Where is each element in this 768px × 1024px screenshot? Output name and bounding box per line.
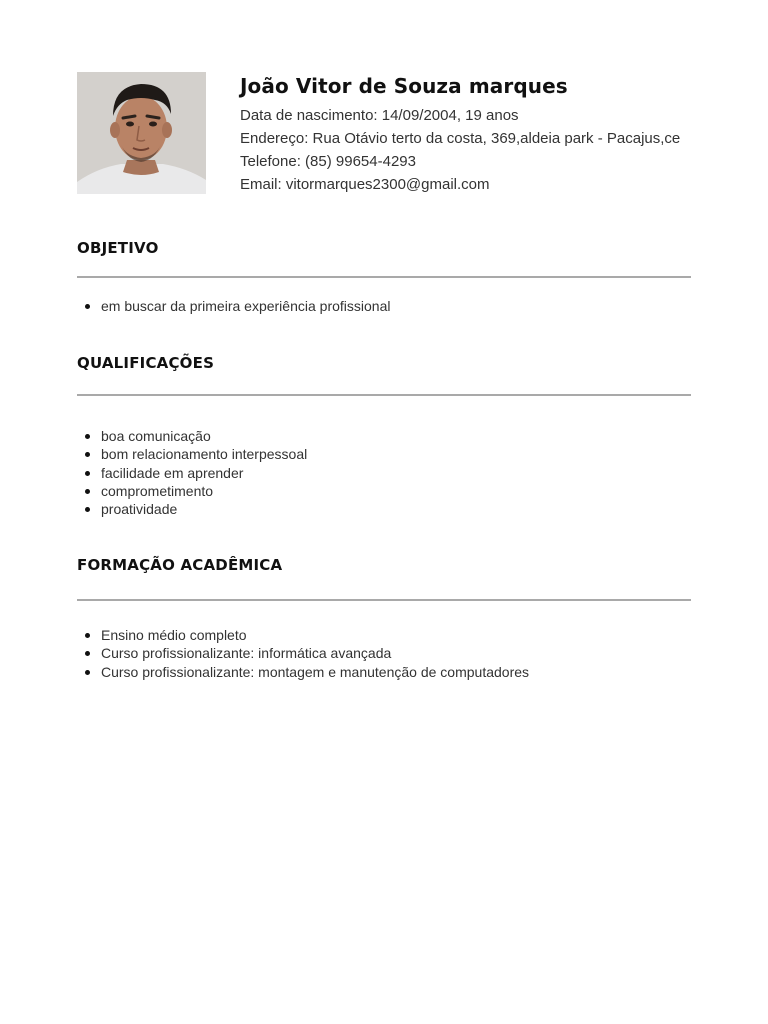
personal-info [240, 72, 740, 196]
list-item: Ensino médio completo [101, 626, 529, 644]
list-item: em buscar da primeira experiência profissional [101, 298, 391, 314]
profile-photo [77, 72, 206, 194]
list-item: Curso profissionalizante: montagem e manutenção de computadores [101, 663, 530, 680]
divider-education [77, 599, 691, 601]
education-list [77, 626, 529, 681]
section-title-education: FORMAÇÃO ACADÊMICA [77, 556, 283, 574]
qualifications-list [77, 427, 307, 518]
objective-list [77, 297, 390, 315]
list-item: comprometimento [101, 482, 307, 500]
list-item: facilidade em aprender [101, 464, 307, 482]
email: Email: vitormarques2300@gmail.com [240, 176, 490, 193]
list-item: boa comunicação [101, 427, 307, 445]
list-item: Curso profissionalizante: informática avançada [101, 644, 529, 662]
phone: Telefone: (85) 99654-4293 [240, 153, 416, 170]
divider-qualifications [77, 394, 691, 396]
birth-date: Data de nascimento: 14/09/2004, 19 anos [240, 107, 519, 124]
list-item: proatividade [101, 500, 307, 518]
full-name: João Vitor de Souza marques [240, 74, 568, 98]
section-title-qualifications: QUALIFICAÇÕES [77, 354, 215, 372]
address: Endereço: Rua Otávio terto da costa, 369,aldeia park - Pacajus,ce [240, 130, 681, 147]
list-item: bom relacionamento interpessoal [101, 446, 308, 463]
divider-objective [77, 276, 691, 278]
section-title-objective: OBJETIVO [77, 239, 159, 257]
